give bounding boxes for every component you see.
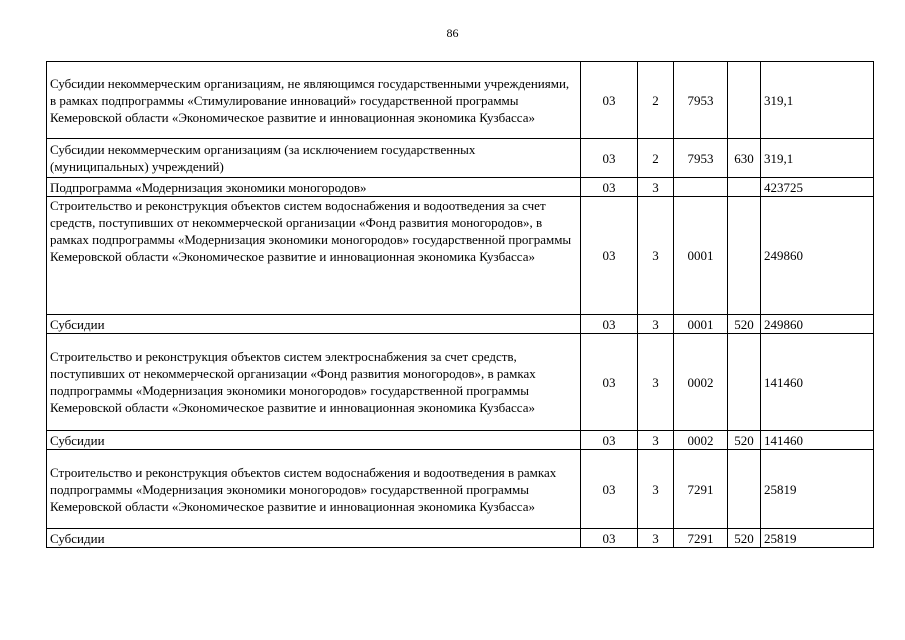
table-row <box>47 431 874 450</box>
table-row <box>47 334 874 431</box>
subsection-cell: 3 <box>638 197 674 315</box>
expense-type-cell: 520 <box>728 529 761 548</box>
target-cell <box>674 178 728 197</box>
expense-type-cell <box>728 178 761 197</box>
section-cell: 03 <box>581 529 638 548</box>
table-row <box>47 178 874 197</box>
section-cell: 03 <box>581 334 638 431</box>
section-cell: 03 <box>581 62 638 139</box>
subsection-cell: 3 <box>638 334 674 431</box>
table-row <box>47 139 874 178</box>
amount-cell: 423725 <box>761 178 874 197</box>
target-cell: 0001 <box>674 197 728 315</box>
expense-type-cell: 630 <box>728 139 761 178</box>
table-row <box>47 529 874 548</box>
subsection-cell: 3 <box>638 431 674 450</box>
section-cell: 03 <box>581 139 638 178</box>
section-cell: 03 <box>581 450 638 529</box>
section-cell: 03 <box>581 315 638 334</box>
amount-cell: 141460 <box>761 334 874 431</box>
amount-cell: 319,1 <box>761 139 874 178</box>
subsection-cell: 3 <box>638 529 674 548</box>
row-name-cell: Строительство и реконструкция объектов систем электроснабжения за счет средств, поступивших от некоммерческой организации «Фонд развития моногородов», в рамках подпрограммы «Модернизация экономики моногородов» государственной программы Кемеровской области «Экономическое развитие и инновационная экономика Кузбасса» <box>47 334 581 431</box>
target-cell: 7291 <box>674 450 728 529</box>
expense-type-cell <box>728 62 761 139</box>
amount-cell: 249860 <box>761 315 874 334</box>
target-cell: 7953 <box>674 139 728 178</box>
page-number: 86 <box>446 26 459 40</box>
section-cell: 03 <box>581 431 638 450</box>
target-cell: 7291 <box>674 529 728 548</box>
amount-cell: 319,1 <box>761 62 874 139</box>
budget-table-body <box>47 62 874 548</box>
subsection-cell: 2 <box>638 62 674 139</box>
row-name-cell: Субсидии некоммерческим организациям, не являющимся государственными учреждениями, в рамках подпрограммы «Стимулирование инноваций» государственной программы Кемеровской области «Экономическое развитие и инновационная экономика Кузбасса» <box>47 62 581 139</box>
subsection-cell: 3 <box>638 315 674 334</box>
row-name-cell: Строительство и реконструкция объектов систем водоснабжения и водоотведения за счет средств, поступивших от некоммерческой организации «Фонд развития моногородов», в рамках подпрограммы «Модернизация экономики моногородов» государственной программы Кемеровской области «Экономическое развитие и инновационная экономика Кузбасса» <box>47 197 581 315</box>
row-name-cell: Строительство и реконструкция объектов систем водоснабжения и водоотведения в рамках подпрограммы «Модернизация экономики моногородов» государственной программы Кемеровской области «Экономическое развитие и инновационная экономика Кузбасса» <box>47 450 581 529</box>
expense-type-cell <box>728 450 761 529</box>
expense-type-cell <box>728 334 761 431</box>
target-cell: 7953 <box>674 62 728 139</box>
expense-type-cell <box>728 197 761 315</box>
subsection-cell: 3 <box>638 450 674 529</box>
table-row <box>47 315 874 334</box>
amount-cell: 249860 <box>761 197 874 315</box>
subsection-cell: 3 <box>638 178 674 197</box>
table-row <box>47 62 874 139</box>
amount-cell: 141460 <box>761 431 874 450</box>
table-row <box>47 197 874 315</box>
section-cell: 03 <box>581 197 638 315</box>
row-name-cell: Субсидии <box>47 529 581 548</box>
expense-type-cell: 520 <box>728 431 761 450</box>
row-name-cell: Субсидии <box>47 315 581 334</box>
expense-type-cell: 520 <box>728 315 761 334</box>
row-name-cell: Субсидии <box>47 431 581 450</box>
section-cell: 03 <box>581 178 638 197</box>
target-cell: 0002 <box>674 431 728 450</box>
target-cell: 0001 <box>674 315 728 334</box>
amount-cell: 25819 <box>761 450 874 529</box>
budget-table <box>46 61 874 548</box>
row-name-cell: Подпрограмма «Модернизация экономики моногородов» <box>47 178 581 197</box>
subsection-cell: 2 <box>638 139 674 178</box>
row-name-cell: Субсидии некоммерческим организациям (за исключением государственных (муниципальных) учреждений) <box>47 139 581 178</box>
table-row <box>47 450 874 529</box>
amount-cell: 25819 <box>761 529 874 548</box>
target-cell: 0002 <box>674 334 728 431</box>
